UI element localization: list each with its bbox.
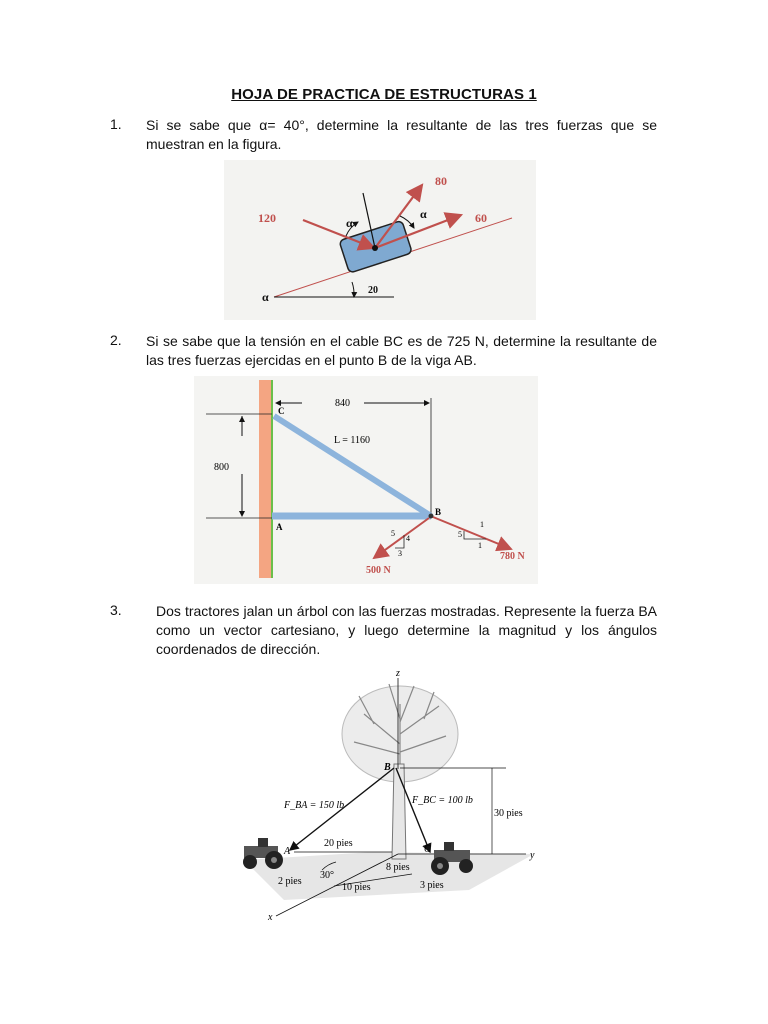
question-1-number: 1. [110, 116, 122, 132]
slope-5-label: 5 [391, 529, 395, 538]
question-2-number: 2. [110, 332, 122, 348]
dim-10-label: 10 pies [342, 882, 371, 893]
alpha-label-left: α [262, 290, 269, 304]
force-780-label: 780 N [500, 551, 525, 562]
tree-trunk [392, 764, 406, 859]
question-2-text: Si se sabe que la tensión en el cable BC es de 725 N, determine la resultante de las tres fuerzas ejercidas en el punto B de la viga AB. [146, 333, 657, 368]
page-title: HOJA DE PRACTICA DE ESTRUCTURAS 1 [231, 86, 537, 103]
force-120-label: 120 [258, 211, 276, 225]
z-axis-label: z [396, 668, 400, 679]
point-of-application [372, 245, 378, 251]
dim-2-label: 2 pies [278, 876, 302, 887]
point-b-label: B [435, 507, 442, 517]
slope-1a-label: 1 [480, 520, 484, 529]
slope-5b-label: 5 [458, 530, 462, 539]
point-c-label: C [278, 406, 285, 416]
dim-3-label: 3 pies [420, 880, 444, 891]
force-bc-label: F_BC = 100 lb [412, 795, 473, 806]
force-ba-label: F_BA = 150 lb [284, 800, 345, 811]
force-80-label: 80 [435, 174, 447, 188]
figure-3-tree-tractors [224, 664, 542, 926]
figure-2-beam-cable [194, 376, 538, 584]
question-3-number: 3. [110, 602, 122, 618]
angle-20-label: 20 [368, 285, 378, 296]
point-b-label: B [384, 762, 391, 773]
alpha-label-top: α [346, 216, 353, 230]
figure-1-inclined-block [224, 160, 536, 320]
angle-30-label: 30° [320, 870, 334, 881]
alpha-label-right: α [420, 207, 427, 221]
question-1-text: Si se sabe que α= 40°, determine la resultante de las tres fuerzas que se muestran en la figura. [146, 117, 657, 152]
x-axis-label: x [268, 912, 273, 923]
dim-800-label: 800 [214, 462, 229, 473]
force-500-label: 500 N [366, 565, 391, 576]
slope-3-label: 3 [398, 549, 402, 558]
length-label: L = 1160 [334, 435, 371, 446]
point-c-label: C [424, 844, 431, 855]
dim-840-label: 840 [335, 398, 350, 409]
y-axis-label: y [530, 850, 535, 861]
point-a-label: A [284, 846, 291, 857]
point-a-label: A [276, 522, 283, 532]
dim-20-label: 20 pies [324, 838, 353, 849]
wall-edge [271, 380, 273, 578]
height-30-label: 30 pies [494, 808, 523, 819]
slope-1b-label: 1 [478, 541, 482, 550]
force-60-label: 60 [475, 211, 487, 225]
wall [259, 380, 271, 578]
figure-2-background [194, 376, 538, 584]
question-3-text: Dos tractores jalan un árbol con las fuerzas mostradas. Represente la fuerza BA como un vector cartesiano, y luego determine la magnitud y los ángulos coordenados de dirección. [156, 603, 657, 657]
dim-8-label: 8 pies [386, 862, 410, 873]
slope-4-label: 4 [406, 534, 410, 543]
